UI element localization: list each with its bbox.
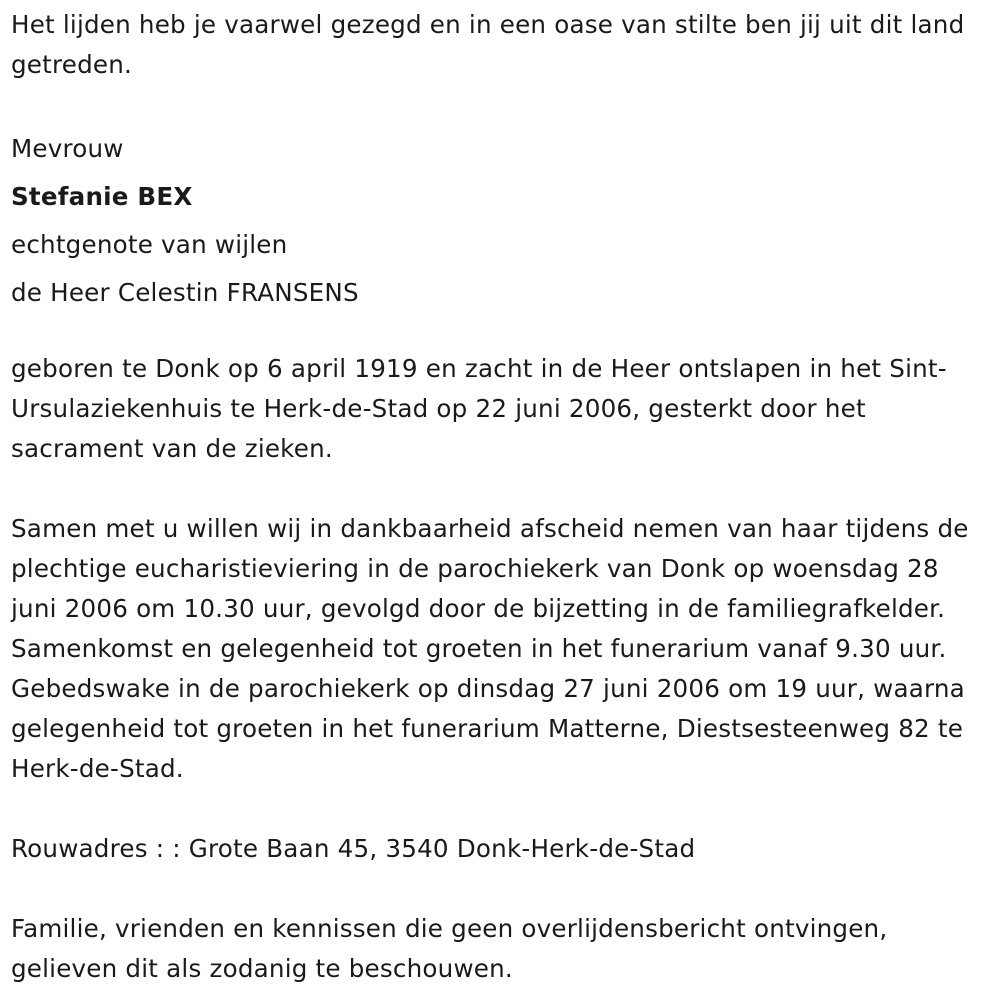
- obituary-document: [11, 5, 991, 989]
- intro-text: Het lijden heb je vaarwel gezegd en in een oase van stilte ben jij uit dit land getreden.: [11, 10, 965, 79]
- ceremony-text: Samen met u willen wij in dankbaarheid afscheid nemen van haar tijdens de plechtige eucharistieviering in de parochiekerk van Donk op woensdag 28 juni 2006 om 10.30 uur, gevolgd door de bijzetting in de familiegrafkelder. Samenkomst en gelegenheid tot groeten in het funerarium vanaf 9.30 uur. Gebedswake in de parochiekerk op dinsdag 27 juni 2006 om 19 uur, waarna gelegenheid tot groeten in het funerarium Matterne, Diestsesteenweg 82 te Herk-de-Stad.: [11, 514, 969, 783]
- address-text: Rouwadres : : Grote Baan 45, 3540 Donk-Herk-de-Stad: [11, 834, 696, 863]
- birth-death-text: geboren te Donk op 6 april 1919 en zacht in de Heer ontslapen in het Sint-Ursulaziekenhuis te Herk-de-Stad op 22 juni 2006, gesterkt door het sacrament van de zieken.: [11, 354, 947, 463]
- closing-text: Familie, vrienden en kennissen die geen overlijdensbericht ontvingen, gelieven dit als zodanig te beschouwen.: [11, 914, 888, 983]
- deceased-name: Stefanie BEX: [11, 182, 193, 211]
- name-block: [11, 125, 991, 317]
- spouse-name: de Heer Celestin FRANSENS: [11, 278, 359, 307]
- salutation: Mevrouw: [11, 134, 124, 163]
- relation-text: echtgenote van wijlen: [11, 230, 288, 259]
